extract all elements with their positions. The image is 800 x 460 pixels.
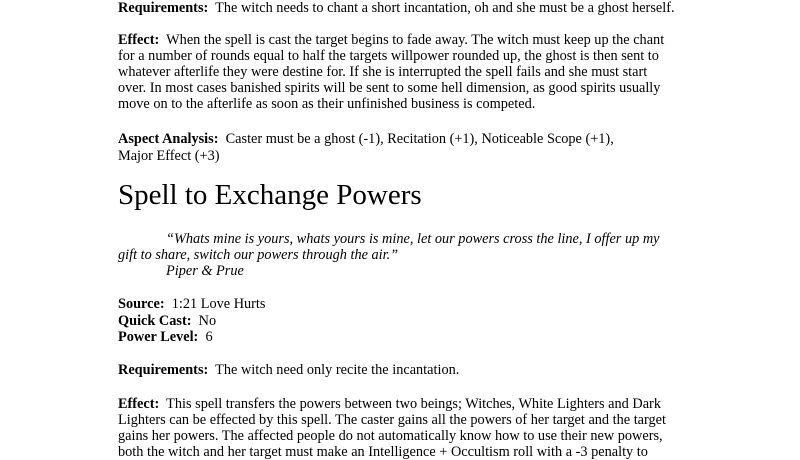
spell-title: Spell to Exchange Powers (118, 179, 422, 211)
source-value: 1:21 Love Hurts (171, 296, 266, 312)
spell-effect-text-line: both the witch and her target must make an Intelligence + Occultism roll with a -3 penalty to (118, 444, 648, 460)
spell-effect-label: Effect: (118, 396, 160, 412)
effect-text-line: for a number of rounds equal to half the targets willpower rounded up, the ghost is then sent to (118, 48, 659, 64)
spell-requirements-text: The witch need only recite the incantation. (215, 362, 460, 378)
quick-cast-line (118, 313, 216, 329)
source-label: Source: (118, 296, 165, 312)
requirements-label: Requirements: (118, 0, 209, 16)
power-level-label: Power Level: (118, 329, 199, 345)
aspect-analysis-text: Major Effect (+3) (118, 148, 220, 164)
quick-cast-value: No (198, 313, 217, 329)
effect-text-line: over. In most cases banished spirits will be sent to some hell dimension, as good spirits usually (118, 80, 661, 96)
quote-line: gift to share, switch our powers through the air.” (118, 247, 399, 263)
effect-paragraph-line (118, 32, 664, 48)
effect-label: Effect: (118, 32, 160, 48)
power-level-value: 6 (205, 329, 213, 345)
spell-effect-text-line: This spell transfers the powers between two beings; Witches, White Lighters and Dark (166, 396, 661, 412)
requirements-paragraph (118, 0, 675, 16)
effect-text-line: whatever afterlife they were destine for. If she is interrupted the spell fails and she must start (118, 64, 648, 80)
effect-text-line: When the spell is cast the target begins to fade away. The witch must keep up the chant (166, 32, 665, 48)
spell-effect-text-line: gains her powers. The affected people do not automatically know how to use their new powers, (118, 428, 663, 444)
spell-effect-line (118, 396, 661, 412)
source-line (118, 296, 265, 312)
aspect-analysis-line (118, 131, 614, 147)
spell-requirements-label: Requirements: (118, 362, 209, 378)
quote-line: “Whats mine is yours, whats yours is mine, let our powers cross the line, I offer up my (166, 231, 660, 247)
effect-text-line: move on to the afterlife as soon as their unfinished business is competed. (118, 96, 536, 112)
quote-author: Piper & Prue (166, 263, 244, 279)
aspect-analysis-text: Caster must be a ghost (-1), Recitation (+1), Noticeable Scope (+1), (225, 131, 614, 147)
requirements-text: The witch needs to chant a short incantation, oh and she must be a ghost herself. (215, 0, 675, 16)
quick-cast-label: Quick Cast: (118, 313, 192, 329)
spell-effect-text-line: Lighters can be effected by this spell. The caster gains all the powers of her target and the target (118, 412, 666, 428)
aspect-analysis-label: Aspect Analysis: (118, 131, 219, 147)
spell-requirements-line (118, 362, 459, 378)
power-level-line (118, 329, 213, 345)
